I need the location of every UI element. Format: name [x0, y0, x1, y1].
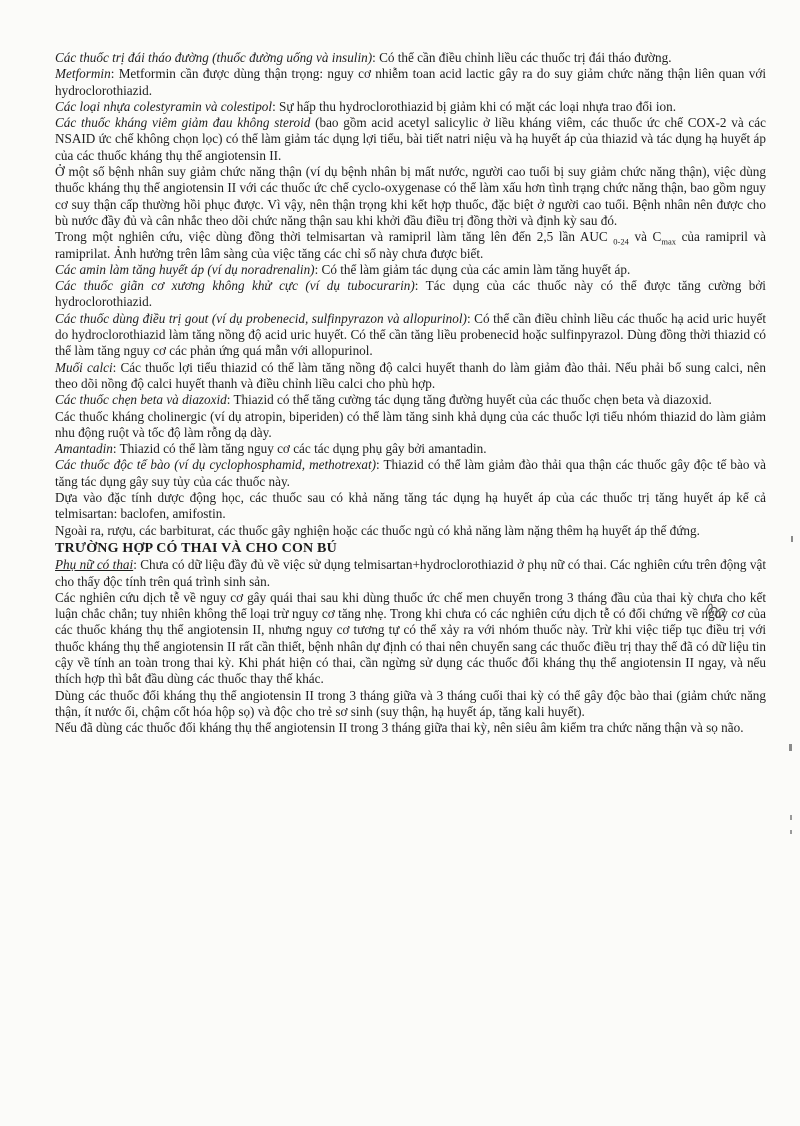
scan-speck-mark — [790, 830, 792, 834]
paragraph-lead: Các thuốc kháng viêm giảm đau không steroid — [55, 115, 311, 131]
paragraph-text: : Có thể cần điều chỉnh liều các thuốc hạ acid uric huyết do hydroclorothiazid làm tăng nồng độ acid uric huyết. Có thể cần tăng liều probenecid hoặc sulfinpyrazol. Dùng đồng thời thiazid có thể làm tăng nguy cơ các phản ứng quá mẫn với allopurinol. — [55, 310, 766, 359]
paragraph-muscle-relaxants — [55, 278, 766, 311]
paragraph-text: : Thiazid có thể tăng cường tác dụng tăng đường huyết của các thuốc chẹn beta và diazoxid. — [226, 392, 712, 408]
paragraph-text: Ở một số bệnh nhân suy giảm chức năng thận (ví dụ bệnh nhân bị mất nước, người cao tuổi bị suy giảm chức năng thận), việc dùng thuốc kháng thụ thể angiotensin II với các thuốc ức chế cyclo-oxygenase có thể làm xấu hơn tình trạng chức năng thận, bao gồm nguy cơ suy thận cấp thường hồi phục được. Vì vậy, nên thận trọng khi kết hợp thuốc, đặc biệt ở người cao tuổi. Bệnh nhân nên được cho bù nước đầy đủ và cân nhắc theo dõi chức năng thận sau khi khởi đầu điều trị đồng thời và định kỳ sau đó. — [55, 164, 766, 228]
paragraph-ultrasound — [55, 720, 766, 736]
paragraph-text: Dựa vào đặc tính dược động học, các thuốc sau có khả năng tăng tác dụng hạ huyết áp của các thuốc trị tăng huyết áp kể cả telmisartan: baclofen, amifostin. — [55, 490, 766, 522]
paragraph-lead: Muối calci — [55, 359, 113, 375]
section-heading: TRƯỜNG HỢP CÓ THAI VÀ CHO CON BÚ — [55, 540, 337, 556]
paragraph-metformin — [55, 66, 766, 99]
paragraph-ramipril-auc — [55, 229, 766, 262]
paragraph-epidemiology — [55, 590, 766, 688]
handwritten-signature-icon — [703, 598, 729, 620]
paragraph-anticholinergic — [55, 409, 766, 442]
auc-subscript: 0-24 — [613, 236, 629, 247]
paragraph-lead: Các amin làm tăng huyết áp (ví dụ noradrenalin) — [55, 261, 315, 277]
paragraph-text: : Metformin cần được dùng thận trọng: nguy cơ nhiễm toan acid lactic gây ra do suy giảm chức năng thận liên quan với hydroclorothiazid. — [55, 66, 766, 98]
paragraph-pressor-amines — [55, 262, 766, 278]
paragraph-lead: Metformin — [55, 66, 111, 82]
paragraph-text: Dùng các thuốc đối kháng thụ thể angiotensin II trong 3 tháng giữa và 3 tháng cuối thai kỳ có thể gây độc bào thai (giảm chức năng thận, ít nước ối, chậm cốt hóa hộp sọ) và độc cho trẻ sơ sinh (suy thận, hạ huyết áp, tăng kali huyết). — [55, 687, 766, 719]
auc-text-part3: của ramipril và ramiprilat. Ảnh hưởng trên lâm sàng của việc tăng các chỉ số này chưa được biết. — [55, 229, 767, 261]
cmax-subscript: max — [661, 236, 676, 247]
scan-speck-mark — [791, 536, 793, 542]
paragraph-lead: Các loại nhựa colestyramin và colestipol — [55, 98, 273, 114]
paragraph-pregnant-women — [55, 557, 766, 590]
paragraph-beta-blockers — [55, 392, 766, 408]
paragraph-text: : Tác dụng của các thuốc này có thể được tăng cường bởi hydroclorothiazid. — [55, 278, 766, 310]
scan-speck-mark — [789, 744, 792, 751]
paragraph-text: : Các thuốc lợi tiểu thiazid có thể làm tăng nồng độ calci huyết thanh do làm giảm đào thải. Nếu phải bổ sung calci, nên theo dõi nồng độ calci huyết thanh và điều chỉnh liều calci cho phù hợp. — [55, 359, 766, 391]
auc-text-part1: Trong một nghiên cứu, việc dùng đồng thời telmisartan và ramipril làm tăng lên đến 2,5 lần AUC — [55, 229, 614, 245]
paragraph-lead: Các thuốc dùng điều trị gout (ví dụ probenecid, sulfinpyrazon và allopurinol) — [55, 310, 467, 326]
paragraph-calcium — [55, 360, 766, 393]
paragraph-lead: Phụ nữ có thai — [55, 557, 134, 573]
paragraph-text: Nếu đã dùng các thuốc đối kháng thụ thể angiotensin II trong 3 tháng giữa thai kỳ, nên siêu âm kiểm tra chức năng thận và sọ não. — [55, 720, 744, 736]
paragraph-lead: Các thuốc giãn cơ xương không khử cực (ví dụ tubocurarin) — [55, 278, 415, 294]
paragraph-pharmacokinetic — [55, 490, 766, 523]
paragraph-text: (bao gồm acid acetyl salicylic ở liều kháng viêm, các thuốc ức chế COX-2 và các NSAID ức chế không chọn lọc) có thể làm giảm tác dụng lợi tiểu, bài tiết natri niệu và hạ huyết áp của thiazid và tác dụng hạ huyết áp của các thuốc kháng thụ thể angiotensin II. — [55, 115, 766, 163]
paragraph-lead: Các thuốc chẹn beta và diazoxid — [55, 392, 227, 408]
paragraph-text: : Có thể cần điều chỉnh liều các thuốc trị đái tháo đường. — [372, 50, 672, 65]
paragraph-text: : Sự hấp thu hydroclorothiazid bị giảm khi có mặt các loại nhựa trao đổi ion. — [272, 98, 677, 114]
auc-text-part2: và C — [628, 229, 662, 245]
paragraph-lead: Các thuốc trị đái tháo đường (thuốc đường uống và insulin) — [55, 50, 373, 65]
paragraph-lead: Amantadin — [55, 441, 113, 457]
paragraph-resins — [55, 99, 766, 115]
paragraph-cytotoxic — [55, 457, 766, 490]
paragraph-text: Các nghiên cứu dịch tễ về nguy cơ gây quái thai sau khi dùng thuốc ức chế men chuyển trong 3 tháng đầu của thai kỳ chưa cho kết luận chắc chắn; tuy nhiên không thể loại trừ nguy cơ tăng nhẹ. Trong khi chưa có các nghiên cứu dịch tễ có đối chứng về nguy cơ của các thuốc kháng thụ thể angiotensin II, nhưng nguy cơ tương tự có thể xảy ra với nhóm thuốc này. Trừ khi việc tiếp tục điều trị với thuốc kháng thụ thể angiotensin II rất cần thiết, bệnh nhân dự định có thai nên chuyển sang các thuốc điều trị thay thế đã có dữ liệu tin cậy về tính an toàn trong thai kỳ. Khi phát hiện có thai, cần ngừng sử dụng các thuốc đối kháng thụ thể angiotensin II ngay, và nếu thích hợp thì bắt đầu dùng các thuốc thay thế khác. — [55, 589, 766, 687]
paragraph-text: : Chưa có dữ liệu đầy đủ về việc sử dụng telmisartan+hydroclorothiazid ở phụ nữ có thai. Các nghiên cứu trên động vật cho thấy độc tính trên quá trình sinh sản. — [55, 557, 766, 589]
paragraph-text: : Thiazid có thể làm tăng nguy cơ các tác dụng phụ gây bởi amantadin. — [112, 441, 487, 457]
paragraph-text: Các thuốc kháng cholinergic (ví dụ atropin, biperiden) có thể làm tăng sinh khả dụng của các thuốc lợi tiểu nhóm thiazid do làm giảm nhu động ruột và tốc độ làm rỗng dạ dày. — [55, 408, 766, 440]
paragraph-renal-impairment — [55, 164, 766, 229]
paragraph-text: : Thiazid có thể làm giảm đào thải qua thận các thuốc gây độc tế bào và tăng tác dụng gây suy tủy của các thuốc này. — [55, 457, 766, 489]
paragraph-nsaid — [55, 115, 766, 164]
paragraph-amantadine — [55, 441, 766, 457]
paragraph-text: Ngoài ra, rượu, các barbiturat, các thuốc gây nghiện hoặc các thuốc ngủ có khả năng làm nặng thêm hạ huyết áp thế đứng. — [55, 522, 700, 538]
paragraph-gout — [55, 311, 766, 360]
paragraph-text: : Có thể làm giảm tác dụng của các amin làm tăng huyết áp. — [314, 261, 631, 277]
paragraph-antidiabetic — [55, 50, 766, 66]
paragraph-lead: Các thuốc độc tế bào (ví dụ cyclophosphamid, methotrexat) — [55, 457, 376, 473]
paragraph-alcohol — [55, 523, 766, 539]
scan-speck-mark — [790, 815, 792, 820]
paragraph-fetotoxicity — [55, 688, 766, 721]
